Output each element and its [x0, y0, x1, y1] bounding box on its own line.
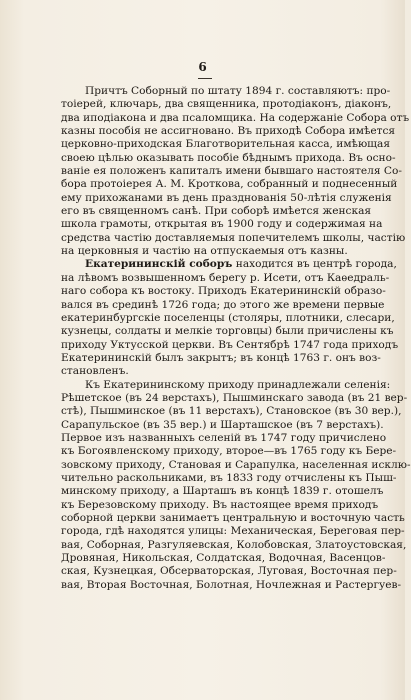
section-heading: Екатерининскій соборъ: [85, 258, 233, 271]
page-number-rule: [198, 78, 212, 79]
body-text: [61, 85, 411, 592]
text-line: [61, 258, 397, 271]
text-line: Причтъ Соборный по штату 1894 г. составляютъ: про-: [85, 85, 391, 97]
text-line: школа грамоты, открытая въ 1900 году и содержимая на: [61, 218, 383, 231]
text-line: соборной церкви занимаетъ центральную и восточную часть: [61, 512, 405, 524]
text-line: кузнецы, солдаты и мелкіе торговцы) были причислены къ: [61, 325, 394, 338]
text-line: ваніе ея положенъ капиталъ имени бывшаго настоятеля Со-: [61, 165, 402, 178]
text-line: его въ священномъ санѣ. При соборѣ имѣется женская: [61, 205, 372, 218]
line-text: находится въ центрѣ города,: [232, 258, 397, 271]
text-line: города, гдѣ находятся улицы: Механическая, Береговая пер-: [61, 525, 405, 538]
text-line: ская, Кузнецкая, Обсерваторская, Луговая, Восточная пер-: [61, 565, 397, 578]
text-line: вался въ срединѣ 1726 года; до этого же времени первые: [61, 298, 385, 311]
text-line: средства частію доставляемыя попечителемъ школы, частію: [61, 231, 406, 244]
text-line: минскому приходу, а Шарташъ въ концѣ 1839 г. отошелъ: [61, 485, 384, 498]
text-line: становленъ.: [61, 365, 129, 378]
text-line: вая, Вторая Восточная, Болотная, Ночлежная и Растергуев-: [61, 578, 402, 591]
text-line: Къ Екатерининскому приходу принадлежали селенія:: [85, 378, 391, 391]
paragraph: [61, 378, 411, 593]
text-line: Сарапульское (въ 35 вер.) и Шарташское (въ 7 верстахъ).: [61, 418, 384, 431]
text-line: къ Богоявленскому приходу, второе—въ 1765 году къ Бере-: [61, 445, 397, 458]
text-line: наго собора къ востоку. Приходъ Екатерининскій образо-: [61, 285, 386, 298]
text-line: Первое изъ названныхъ селеній въ 1747 году причислено: [61, 431, 387, 444]
text-line: Дровяная, Никольская, Солдатская, Водочная, Васенцов-: [61, 552, 386, 565]
text-line: стѣ), Пышминское (въ 11 верстахъ), Становское (въ 30 вер.),: [61, 405, 402, 418]
text-line: своею цѣлью оказывать пособіе бѣднымъ прихода. Въ осно-: [61, 151, 396, 164]
text-line: бора протоіерея А. М. Кроткова, собранный и поднесенный: [61, 178, 398, 191]
text-line: зовскому приходу, Становая и Сарапулка, населенная исклю-: [61, 458, 411, 471]
text-line: екатеринбургскіе поселенцы (столяры, плотники, слесари,: [61, 311, 395, 324]
text-line: ему прихожанами въ день празднованія 50-лѣтія служенія: [61, 191, 392, 204]
text-line: тоіерей, ключарь, два священника, протодіаконъ, діаконъ,: [61, 98, 392, 111]
paragraph: [61, 258, 399, 378]
text-line: казны пособія не ассигновано. Въ приходѣ Собора имѣется: [61, 125, 396, 138]
text-line: на лѣвомъ возвышенномъ берегу р. Исети, отъ Каѳедраль-: [61, 271, 390, 284]
text-line: два иподіакона и два псаломщика. На содержаніе Собора отъ: [61, 111, 410, 124]
text-line: церковно-приходская Благотворительная касса, имѣющая: [61, 138, 391, 151]
text-line: чительно раскольниками, въ 1833 году отчислены къ Пыш-: [61, 471, 397, 484]
text-line: Рѣшетское (въ 24 верстахъ), Пышминскаго завода (въ 21 вер-: [61, 391, 408, 404]
text-line: къ Березовскому приходу. Въ настоящее время приходъ: [61, 498, 379, 511]
paragraph: [61, 85, 410, 258]
text-line: на церковныя и частію на отпускаемыя отъ казны.: [61, 245, 348, 258]
text-line: приходу Уктусской церкви. Въ Сентябрѣ 1747 года приходъ: [61, 338, 399, 351]
text-line: вая, Соборная, Разгуляевская, Колобовская, Златоустовская,: [61, 538, 407, 551]
page-number: 6: [198, 60, 207, 74]
text-line: Екатерининскій былъ закрытъ; въ концѣ 1763 г. онъ воз-: [61, 351, 381, 364]
